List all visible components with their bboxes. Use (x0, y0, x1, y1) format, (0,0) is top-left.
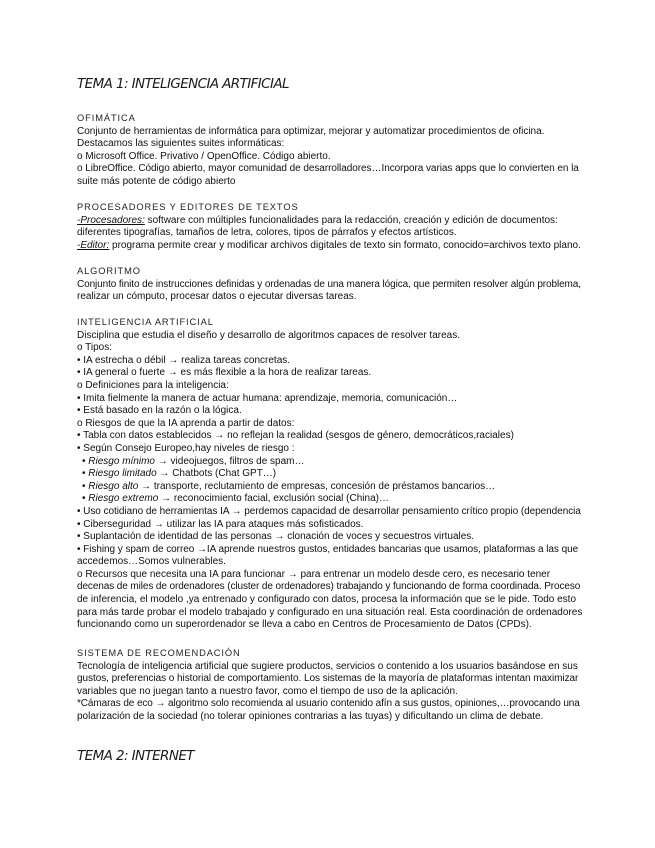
ia-riesgo-item: • Tabla con datos establecidos → no reflejan la realidad (sesgos de género, democráticos,raciales) (77, 430, 514, 442)
ia-riesgo-item: • Según Consejo Europeo,hay niveles de riesgo : (77, 442, 295, 454)
tema1-title: TEMA 1: INTELIGENCIA ARTIFICIAL (77, 76, 289, 92)
ia-intro: Disciplina que estudia el diseño y desarrollo de algoritmos capaces de resolver tareas. (77, 329, 460, 341)
ia-riesgo-item: • Fishing y spam de correo →IA aprende nuestros gustos, entidades bancarias que usamos, plataformas a las que (77, 543, 579, 555)
bullet: • (82, 493, 89, 505)
ia-recursos-line: de inferencia, el modelo ,ya entrenado y configurado con datos, procesa la información que se le pide. Todo esto (77, 594, 577, 606)
bullet: • (82, 468, 89, 480)
procesadores-heading: PROCESADORES Y EDITORES DE TEXTOS (77, 202, 299, 212)
section-sistema-recomendacion (77, 647, 582, 724)
nivel-riesgo-item (77, 493, 582, 506)
section-procesadores (77, 201, 582, 252)
editor-definition (77, 240, 582, 253)
nivel-riesgo-text: → reconocimiento facial, exclusión social (China)… (158, 493, 389, 505)
section-ofimatica (77, 112, 582, 189)
procesadores-definition (77, 215, 582, 228)
algoritmo-line: realizar un cómputo, procesar datos o ejecutar diversas tareas. (77, 291, 357, 303)
sistema-line: Tecnología de inteligencia artificial que sugiere productos, servicios o contenido a los usuarios basándose en sus (77, 660, 578, 672)
sistema-heading: SISTEMA DE RECOMENDACIÓN (77, 648, 241, 658)
editor-term: -Editor: (77, 239, 110, 251)
ia-tipo-item: • IA estrecha o débil → realiza tareas concretas. (77, 354, 291, 366)
procesadores-text: software con múltiples funcionalidades para la redacción, creación y edición de documentos: (144, 214, 558, 226)
algoritmo-line: Conjunto finito de instrucciones definidas y ordenadas de una manera lógica, que permiten resolver algún problema, (77, 278, 581, 290)
ofimatica-line: o LibreOffice. Código abierto, mayor comunidad de desarrolladores…Incorpora varias apps que lo convierten en la (77, 163, 579, 175)
ia-definiciones: o Definiciones para la inteligencia: (77, 379, 229, 391)
nivel-riesgo-text: → transporte, reclutamiento de empresas, concesión de préstamos bancarios… (138, 480, 496, 492)
ia-riesgo-item: • Uso cotidiano de herramientas IA → perdemos capacidad de desarrollar pensamiento crítico propio (dependencia (77, 505, 581, 517)
nivel-riesgo-term: Riesgo limitado (88, 468, 157, 480)
sistema-line: gustos, preferencias o historial de comportamiento. Los sistemas de la mayoría de plataformas intentan maximizar (77, 673, 579, 685)
ia-recursos-line: o Recursos que necesita una IA para funcionar → para entrenar un modelo desde cero, es necesario tener (77, 568, 551, 580)
nivel-riesgo-term: Riesgo alto (88, 480, 139, 492)
nivel-riesgo-term: Riesgo mínimo (88, 455, 155, 467)
ia-tipos: o Tipos: (77, 342, 113, 354)
nivel-riesgo-term: Riesgo extremo (88, 493, 159, 505)
sistema-line: polarización de la sociedad (no tolerar opiniones contrarias a las tuyas) y dificultando un clima de debate. (77, 710, 544, 722)
tema2-title: TEMA 2: INTERNET (77, 748, 194, 764)
ia-definicion-item: • Imita fielmente la manera de actuar humana: aprendizaje, memoria, comunicación… (77, 392, 458, 404)
sistema-line: *Cámaras de eco → algoritmo solo recomienda al usuario contenido afín a sus gustos, opiniones,…provocando una (77, 698, 580, 710)
bullet: • (82, 455, 89, 467)
ia-recursos-line: para más tarde probar el modelo trabajado y configurado en una situación real. Esta coordinación de ordenadores (77, 606, 583, 618)
ofimatica-line: Destacamos las siguientes suites informáticas: (77, 138, 285, 150)
ia-riesgos: o Riesgos de que la IA aprenda a partir de datos: (77, 417, 295, 429)
section-algoritmo (77, 265, 582, 304)
ofimatica-line: Conjunto de herramientas de informática para optimizar, mejorar y automatizar procedimientos de oficina. (77, 125, 545, 137)
ia-riesgo-item: • Suplantación de identidad de las personas → clonación de voces y secuestros virtuales. (77, 531, 475, 543)
ofimatica-line: o Microsoft Office. Privativo / OpenOffice. Código abierto. (77, 150, 331, 162)
procesadores-term: -Procesadores: (77, 214, 145, 226)
nivel-riesgo-text: → Chatbots (Chat GPT…) (156, 468, 277, 480)
sistema-line: variables que no juegan tanto a nuestro favor, como el tiempo de uso de la aplicación. (77, 685, 458, 697)
nivel-riesgo-item (77, 456, 582, 469)
ia-tipo-item: • IA general o fuerte → es más flexible a la hora de realizar tareas. (77, 367, 372, 379)
nivel-riesgo-item (77, 468, 582, 481)
ofimatica-heading: OFIMÁTICA (77, 113, 136, 123)
ia-heading: INTELIGENCIA ARTIFICIAL (77, 317, 214, 327)
ofimatica-line: suite más potente de código abierto (77, 175, 236, 187)
ia-recursos-line: funcionando como un superordenador se lleva a cabo en Centros de Procesamiento de Datos (CPDs). (77, 619, 532, 631)
ia-definicion-item: • Está basado en la razón o la lógica. (77, 405, 242, 417)
ia-riesgo-item: accedemos…Somos vulnerables. (77, 556, 226, 568)
section-inteligencia-artificial (77, 316, 582, 632)
nivel-riesgo-text: → videojuegos, filtros de spam… (154, 455, 305, 467)
editor-text: programa permite crear y modificar archivos digitales de texto sin formato, conocido=archivos texto plano. (109, 239, 581, 251)
ia-recursos-line: decenas de miles de ordenadores (cluster de ordenadores) trabajando y funcionando de forma coordinada. Proceso (77, 581, 581, 593)
bullet: • (82, 480, 89, 492)
procesadores-text-continued: diferentes tipografías, tamaños de letra, colores, tipos de párrafos y efectos artísticos. (77, 227, 457, 239)
nivel-riesgo-item (77, 481, 582, 494)
ia-riesgo-item: • Ciberseguridad → utilizar las IA para ataques más sofisticados. (77, 518, 364, 530)
algoritmo-heading: ALGORITMO (77, 266, 141, 276)
